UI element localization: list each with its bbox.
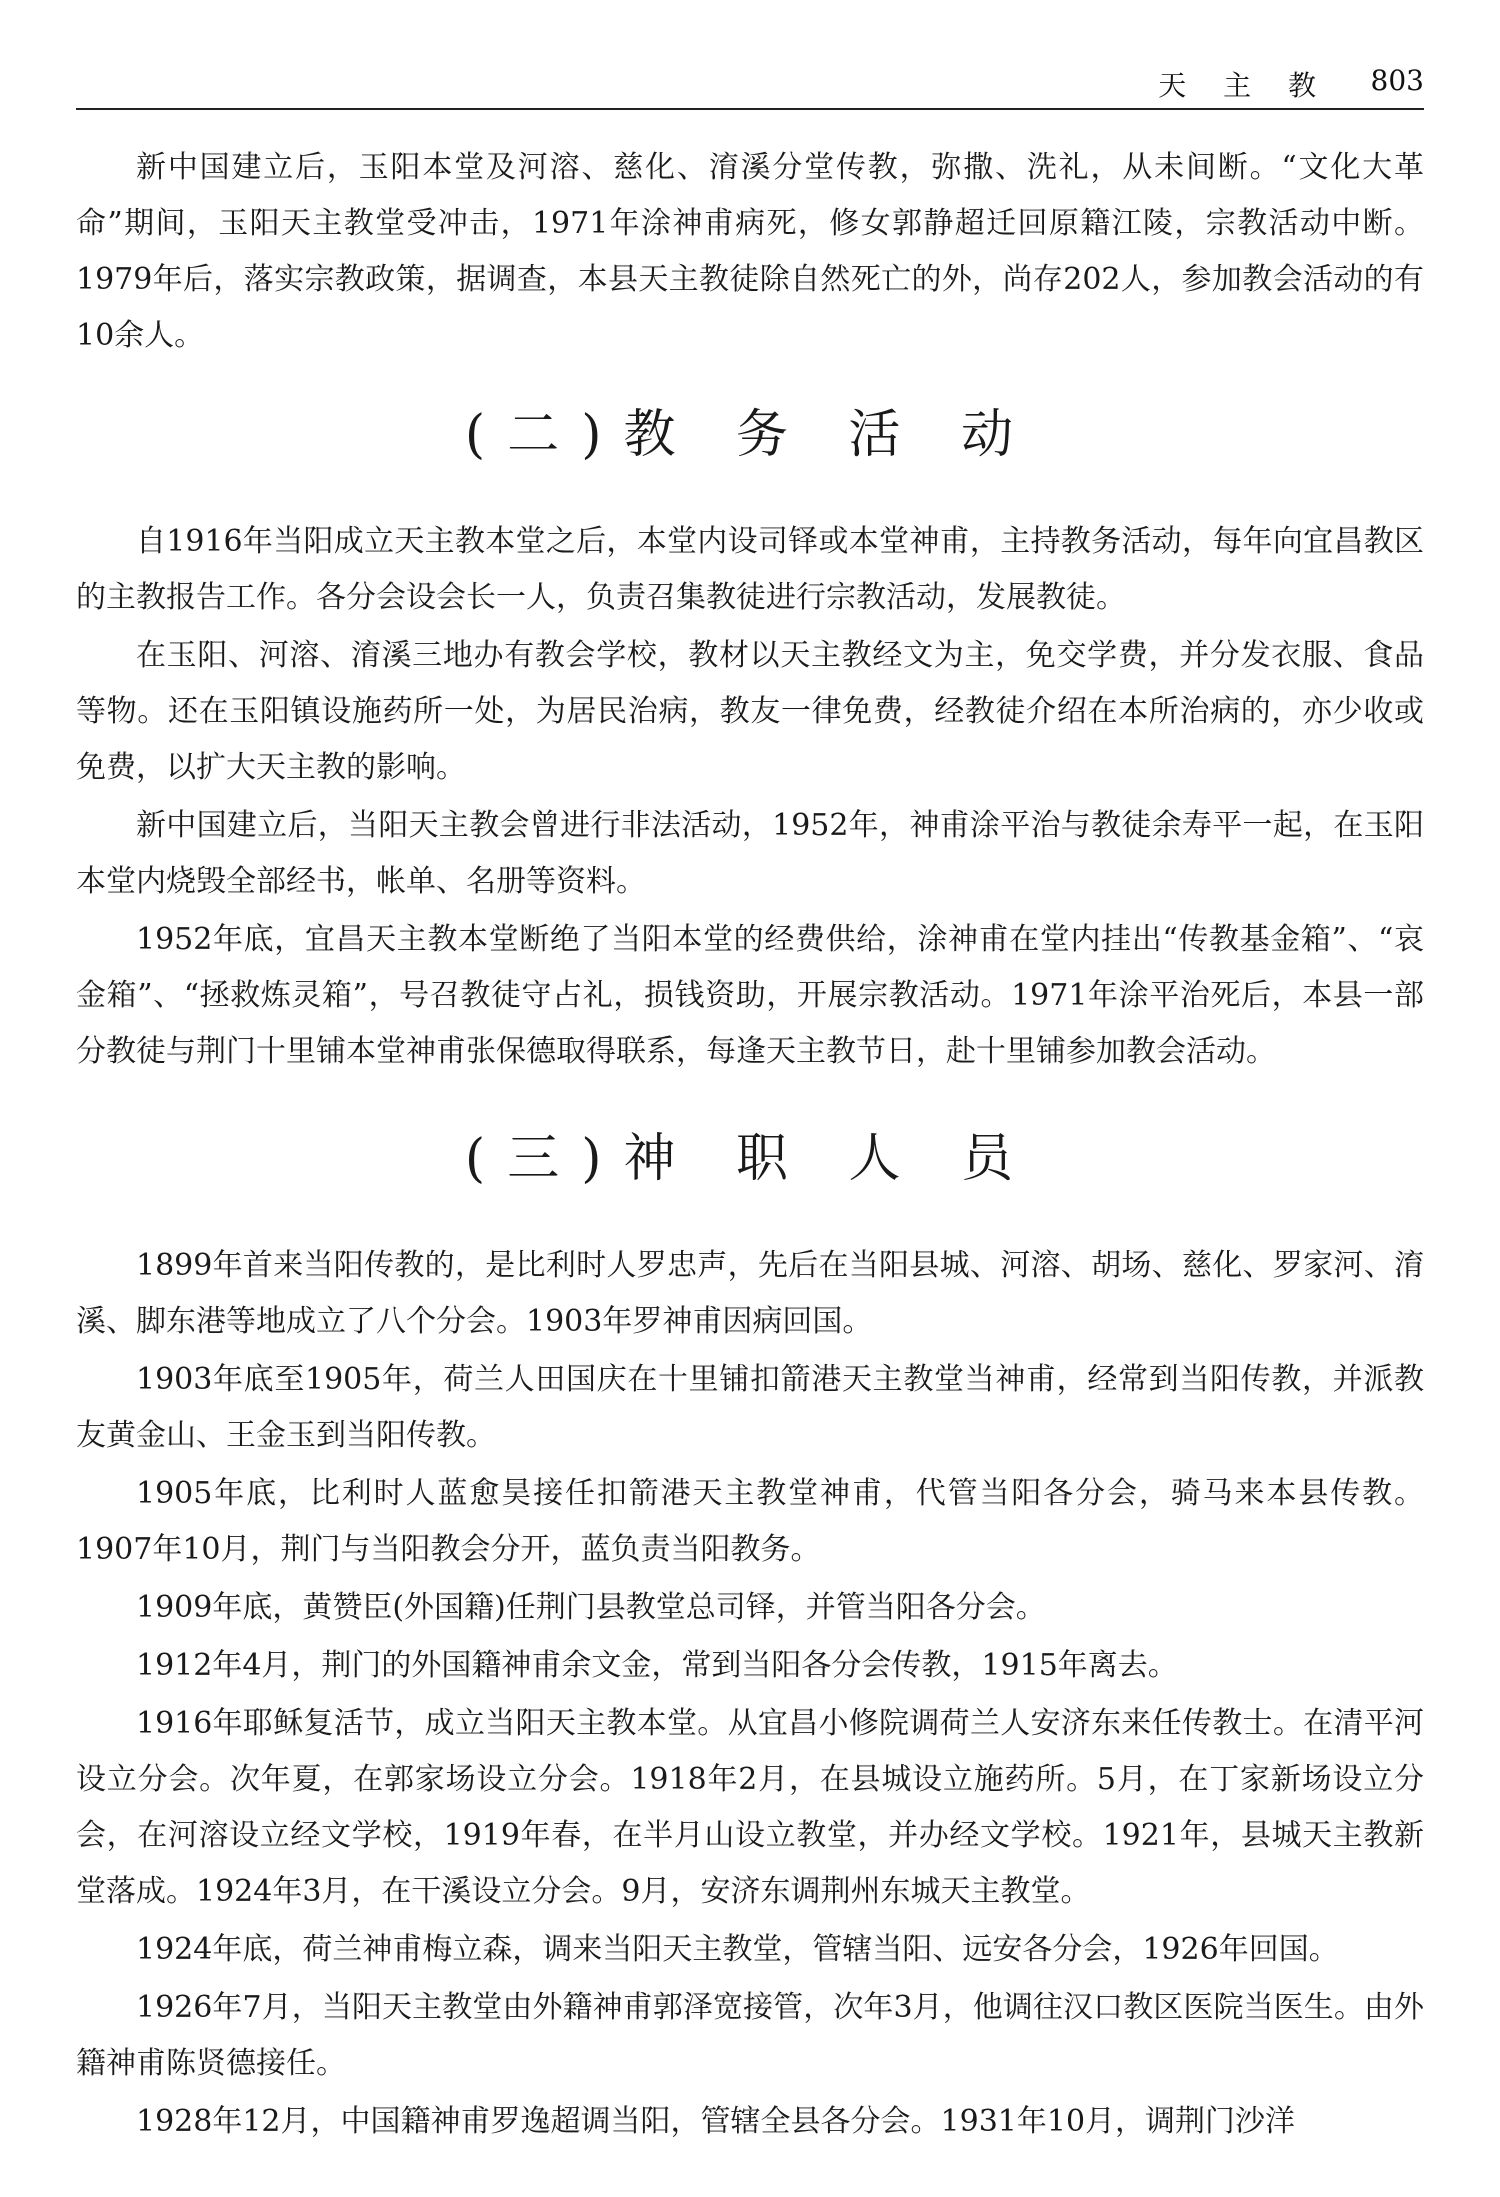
paragraph: 1916年耶稣复活节，成立当阳天主教本堂。从宜昌小修院调荷兰人安济东来任传教士。在清平河设立分会。次年夏，在郭家场设立分会。1918年2月，在县城设立施药所。5月，在丁家新场设立分会，在河溶设立经文学校，1919年春，在半月山设立教堂，并办经文学校。1921年，县城天主教新堂落成。1924年3月，在干溪设立分会。9月，安济东调荆州东城天主教堂。 <box>76 1706 1424 1909</box>
paragraph: 1912年4月，荆门的外国籍神甫余文金，常到当阳各分会传教，1915年离去。 <box>136 1648 1178 1683</box>
paragraph: 1924年底，荷兰神甫梅立森，调来当阳天主教堂，管辖当阳、远安各分会，1926年回国。 <box>136 1932 1339 1967</box>
running-header-title: 天 主 教 <box>1158 69 1330 102</box>
body-text <box>76 140 1424 2152</box>
paragraph: 1952年底，宜昌天主教本堂断绝了当阳本堂的经费供给，涂神甫在堂内挂出“传教基金箱”、“哀金箱”、“拯救炼灵箱”，号召教徒守占礼，损钱资助，开展宗教活动。1971年涂平治死后，本县一部分教徒与荆门十里铺本堂神甫张保德取得联系，每逢天主教节日，赴十里铺参加教会活动。 <box>76 922 1424 1069</box>
paragraph: 自1916年当阳成立天主教本堂之后，本堂内设司铎或本堂神甫，主持教务活动，每年向宜昌教区的主教报告工作。各分会设会长一人，负责召集教徒进行宗教活动，发展教徒。 <box>76 524 1424 615</box>
running-header <box>76 62 1424 110</box>
paragraph: 1928年12月，中国籍神甫罗逸超调当阳，管辖全县各分会。1931年10月，调荆门沙洋 <box>136 2104 1296 2139</box>
paragraph: 1909年底，黄赞臣(外国籍)任荆门县教堂总司铎，并管当阳各分会。 <box>136 1590 1046 1625</box>
paragraph: 新中国建立后，玉阳本堂及河溶、慈化、淯溪分堂传教，弥撒、洗礼，从未间断。“文化大革命”期间，玉阳天主教堂受冲击，1971年涂神甫病死，修女郭静超迁回原籍江陵，宗教活动中断。1979年后，落实宗教政策，据调查，本县天主教徒除自然死亡的外，尚存202人，参加教会活动的有10余人。 <box>76 150 1424 353</box>
paragraph: 1905年底，比利时人蓝愈昊接任扣箭港天主教堂神甫，代管当阳各分会，骑马来本县传教。1907年10月，荆门与当阳教会分开，蓝负责当阳教务。 <box>76 1476 1424 1567</box>
page-number: 803 <box>1370 64 1424 97</box>
paragraph: 在玉阳、河溶、淯溪三地办有教会学校，教材以天主教经文为主，免交学费，并分发衣服、食品等物。还在玉阳镇设施药所一处，为居民治病，教友一律免费，经教徒介绍在本所治病的，亦少收或免费，以扩大天主教的影响。 <box>76 638 1424 785</box>
paragraph: 1926年7月，当阳天主教堂由外籍神甫郭泽宽接管，次年3月，他调往汉口教区医院当医生。由外籍神甫陈贤德接任。 <box>76 1990 1424 2081</box>
paragraph: 新中国建立后，当阳天主教会曾进行非法活动，1952年，神甫涂平治与教徒余寿平一起，在玉阳本堂内烧毁全部经书，帐单、名册等资料。 <box>76 808 1424 899</box>
paragraph: 1903年底至1905年，荷兰人田国庆在十里铺扣箭港天主教堂当神甫，经常到当阳传教，并派教友黄金山、王金玉到当阳传教。 <box>76 1362 1424 1453</box>
section-heading-jiaowu: (二)教 务 活 动 <box>464 405 1036 465</box>
section-heading-shenzhi: (三)神 职 人 员 <box>464 1129 1036 1189</box>
paragraph: 1899年首来当阳传教的，是比利时人罗忠声，先后在当阳县城、河溶、胡场、慈化、罗家河、淯溪、脚东港等地成立了八个分会。1903年罗神甫因病回国。 <box>76 1248 1424 1339</box>
